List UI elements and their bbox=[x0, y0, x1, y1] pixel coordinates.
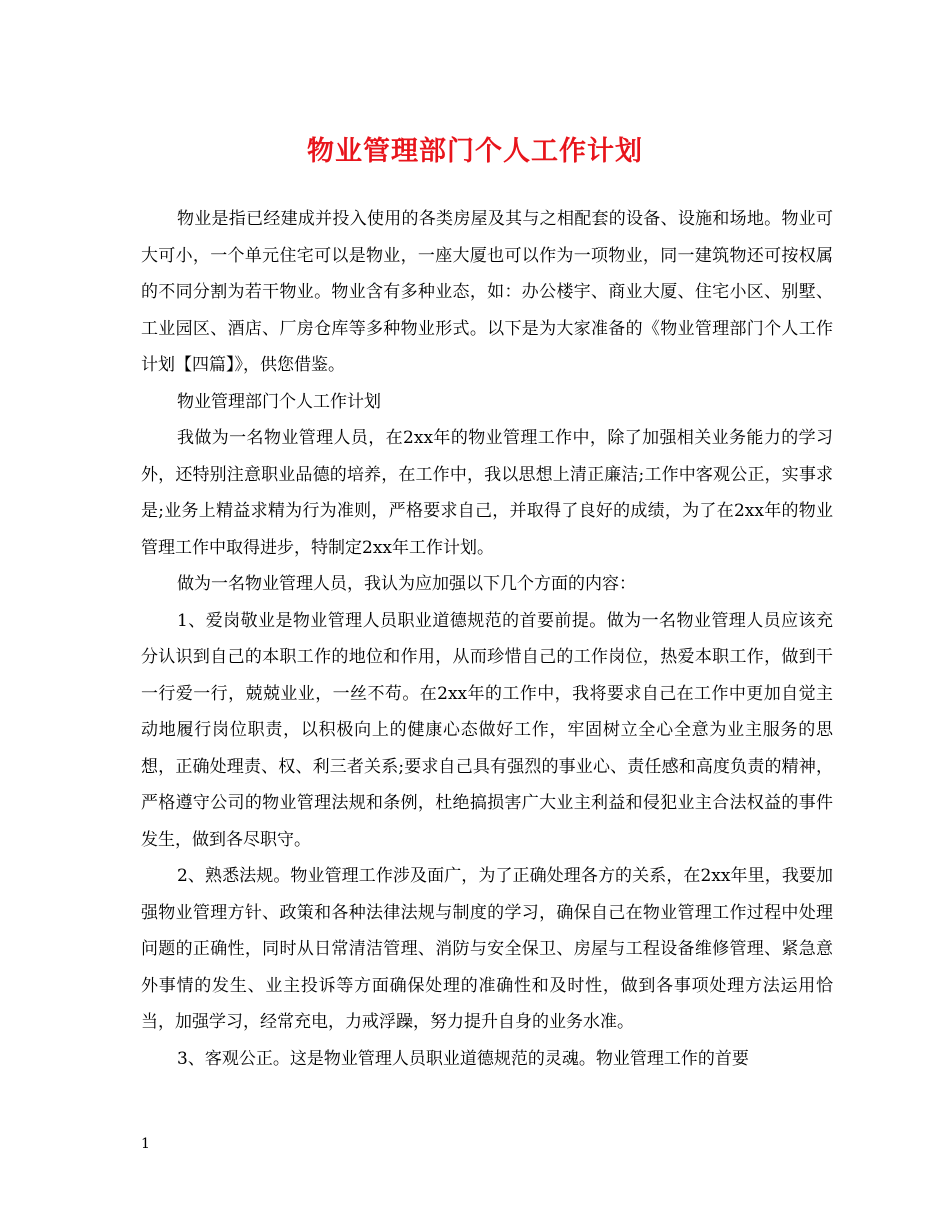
document-body bbox=[141, 201, 833, 1077]
body-paragraph: 2、熟悉法规。物业管理工作涉及面广，为了正确处理各方的关系，在2xx年里，我要加强物业管理方针、政策和各种法律法规与制度的学习，确保自己在物业管理工作过程中处理问题的正确性，同时从日常清洁管理、消防与安全保卫、房屋与工程设备维修管理、紧急意外事情的发生、业主投诉等方面确保处理的准确性和及时性，做到各事项处理方法运用恰当，加强学习，经常充电，力戒浮躁，努力提升自身的业务水准。 bbox=[141, 866, 833, 1032]
section-heading: 物业管理部门个人工作计划 bbox=[177, 391, 381, 412]
body-paragraph: 做为一名物业管理人员，我认为应加强以下几个方面的内容： bbox=[177, 574, 636, 594]
body-paragraph: 1、爱岗敬业是物业管理人员职业道德规范的首要前提。做为一名物业管理人员应该充分认识到自己的本职工作的地位和作用，从而珍惜自己的工作岗位，热爱本职工作，做到干一行爱一行，兢兢业业，一丝不苟。在2xx年的工作中，我将要求自己在工作中更加自觉主动地履行岗位职责，以积极向上的健康心态做好工作，牢固树立全心全意为业主服务的思想，正确处理责、权、利三者关系;要求自己具有强烈的事业心、责任感和高度负责的精神，严格遵守公司的物业管理法规和条例，杜绝搞损害广大业主利益和侵犯业主合法权益的事件发生，做到各尽职守。 bbox=[141, 610, 833, 850]
intro-paragraph: 物业是指已经建成并投入使用的各类房屋及其与之相配套的设备、设施和场地。物业可大可小，一个单元住宅可以是物业，一座大厦也可以作为一项物业，同一建筑物还可按权属的不同分割为若干物业。物业含有多种业态，如：办公楼宇、商业大厦、住宅小区、别墅、工业园区、酒店、厂房仓库等多种物业形式。以下是为大家准备的《物业管理部门个人工作计划【四篇】》，供您借鉴。 bbox=[141, 209, 833, 375]
body-paragraph: 3、客观公正。这是物业管理人员职业道德规范的灵魂。物业管理工作的首要 bbox=[177, 1048, 749, 1069]
document-title: 物业管理部门个人工作计划 bbox=[307, 136, 643, 167]
page-number: 1 bbox=[141, 1136, 150, 1152]
body-paragraph: 我做为一名物业管理人员，在2xx年的物业管理工作中，除了加强相关业务能力的学习外，还特别注意职业品德的培养，在工作中，我以思想上清正廉洁;工作中客观公正，实事求是;业务上精益求精为行为准则，严格要求自己，并取得了良好的成绩，为了在2xx年的物业管理工作中取得进步，特制定2xx年工作计划。 bbox=[141, 428, 833, 558]
